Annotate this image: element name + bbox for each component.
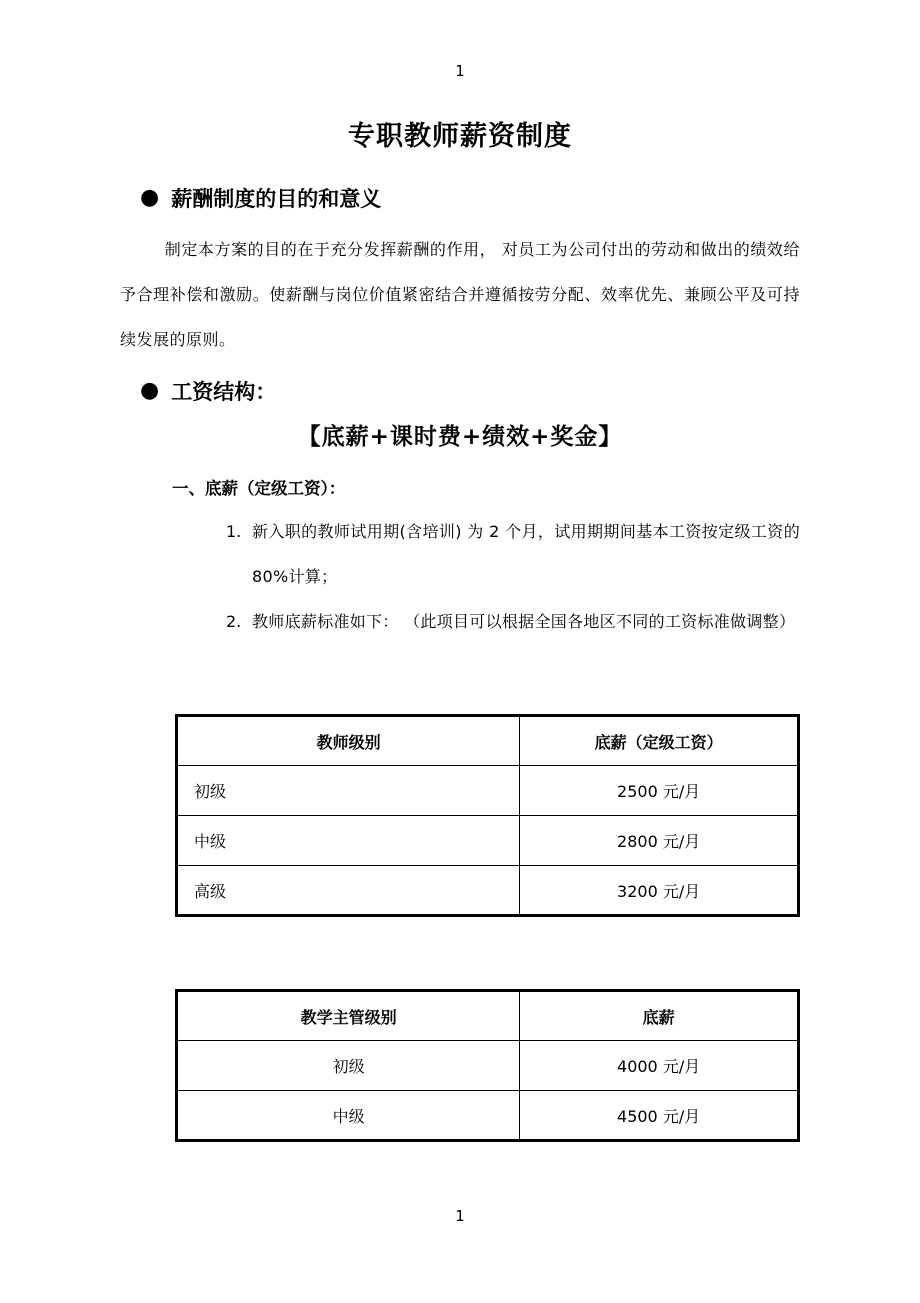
level-cell: 中级 bbox=[177, 1091, 520, 1141]
document-title: 专职教师薪资制度 bbox=[348, 121, 572, 152]
bullet-icon: ● bbox=[140, 378, 160, 403]
salary-formula: 【底薪+课时费+绩效+奖金】 bbox=[297, 424, 623, 450]
table-row bbox=[177, 1041, 799, 1091]
section-heading-structure bbox=[120, 376, 800, 406]
level-cell: 初级 bbox=[177, 766, 520, 816]
page-number-top: 1 bbox=[455, 62, 465, 80]
table-header-row bbox=[177, 991, 799, 1041]
list-item bbox=[226, 599, 800, 644]
bullet-icon: ● bbox=[140, 185, 160, 210]
table-header-cell: 教师级别 bbox=[177, 716, 520, 766]
purpose-paragraph: 制定本方案的目的在于充分发挥薪酬的作用， 对员工为公司付出的劳动和做出的绩效给予合理补偿和激励。使薪酬与岗位价值紧密结合并遵循按劳分配、效率优先、兼顾公平及可持续发展的原则。 bbox=[120, 240, 800, 349]
list-item-number: 1. bbox=[226, 522, 242, 541]
table-row bbox=[177, 766, 799, 816]
list-item-text: 教师底薪标准如下： （此项目可以根据全国各地区不同的工资标准做调整） bbox=[252, 612, 796, 631]
table-row bbox=[177, 1091, 799, 1141]
salary-cell: 4000 元/月 bbox=[520, 1041, 799, 1091]
list-item bbox=[226, 509, 800, 599]
table-header-row bbox=[177, 716, 799, 766]
salary-cell: 2500 元/月 bbox=[520, 766, 799, 816]
numbered-list bbox=[120, 509, 800, 644]
salary-cell: 3200 元/月 bbox=[520, 866, 799, 916]
table-header-cell: 底薪 bbox=[520, 991, 799, 1041]
table-header-cell: 底薪（定级工资） bbox=[520, 716, 799, 766]
table-row bbox=[177, 816, 799, 866]
level-cell: 高级 bbox=[177, 866, 520, 916]
section-heading-purpose bbox=[120, 183, 800, 213]
teacher-salary-table bbox=[175, 714, 800, 917]
table-header-cell: 教学主管级别 bbox=[177, 991, 520, 1041]
section-heading-purpose-label: 薪酬制度的目的和意义 bbox=[171, 187, 382, 211]
page-number-bottom: 1 bbox=[455, 1207, 465, 1225]
table-row bbox=[177, 866, 799, 916]
salary-cell: 4500 元/月 bbox=[520, 1091, 799, 1141]
list-item-text: 新入职的教师试用期(含培训) 为 2 个月，试用期期间基本工资按定级工资的 80%计算； bbox=[252, 522, 800, 586]
list-item-number: 2. bbox=[226, 612, 242, 631]
section-heading-structure-label: 工资结构： bbox=[171, 380, 277, 404]
level-cell: 初级 bbox=[177, 1041, 520, 1091]
salary-cell: 2800 元/月 bbox=[520, 816, 799, 866]
supervisor-salary-table bbox=[175, 989, 800, 1142]
level-cell: 中级 bbox=[177, 816, 520, 866]
subheading-base-salary: 一、底薪（定级工资）： bbox=[172, 479, 346, 498]
